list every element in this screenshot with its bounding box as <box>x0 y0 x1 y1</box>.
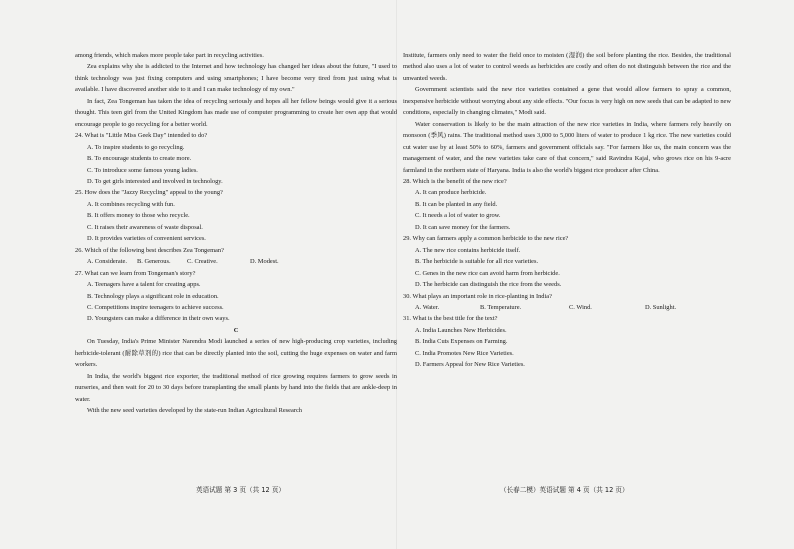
question-stem: 30. What plays an important role in rice-planting in India? <box>403 292 552 300</box>
question-29 <box>403 233 731 290</box>
question-stem: 28. Which is the benefit of the new rice? <box>403 177 507 185</box>
question-24 <box>75 130 397 187</box>
option: D. To get girls interested and involved in technology. <box>87 177 223 185</box>
option: C. Genes in the new rice can avoid harm from herbicide. <box>415 269 560 277</box>
options-row <box>403 302 731 313</box>
option: C. Competitions inspire teenagers to achieve success. <box>87 303 224 311</box>
paragraph: among friends, which makes more people take part in recycling activities. <box>75 52 264 59</box>
question-stem: 27. What can we learn from Tongeman's story? <box>75 269 196 277</box>
left-page <box>75 50 397 417</box>
option: B. India Cuts Expenses on Farming. <box>415 338 508 346</box>
option: B. To encourage students to create more. <box>87 155 192 163</box>
question-27 <box>75 268 397 325</box>
option: B. Technology plays a significant role in education. <box>87 292 219 300</box>
option: A. To inspire students to go recycling. <box>87 143 185 151</box>
option: B. It can be planted in any field. <box>415 200 498 208</box>
question-25 <box>75 187 397 244</box>
options-row <box>75 256 397 267</box>
question-28 <box>403 176 731 233</box>
option: C. Wind. <box>569 303 592 311</box>
question-26 <box>75 245 397 268</box>
right-page <box>403 50 731 371</box>
paragraph: On Tuesday, India's Prime Minister Narendra Modi launched a series of new high-producing crop varieties, including herbicide-tolerant (耐除草剂的) rice that can be directly planted into the soil, cutting the huge expenses on water and farm workers. <box>75 338 397 369</box>
option: C. Creative. <box>187 258 218 266</box>
option: B. The herbicide is suitable for all rice varieties. <box>415 258 539 266</box>
option: A. It combines recycling with fun. <box>87 200 175 208</box>
option: D. Modest. <box>250 258 279 266</box>
option: A. Considerate. <box>87 258 127 266</box>
page-footer: （长春二模）英语试题 第 4 页（共 12 页） <box>500 486 629 494</box>
paragraph: Zea explains why she is addicted to the Internet and how technology has changed her ideas about the future, "I used to think technology was just fixing computers and using smartphones; I have become very tired from just using what is available. I have discovered another side to it and I can make technology of my own." <box>75 63 397 94</box>
option: A. It can produce herbicide. <box>415 189 487 197</box>
option: A. Teenagers have a talent for creating apps. <box>87 281 201 289</box>
option: C. It needs a lot of water to grow. <box>415 212 501 220</box>
option: B. It offers money to those who recycle. <box>87 212 190 220</box>
paragraph: Water conservation is likely to be the main attraction of the new rice varieties in India, where farmers rely heavily on monsoon (季风) rains. The traditional method uses 3,000 to 5,000 liters of water to produce 1 kg rice. The new varieties could cut water use by at least 50% to 60%, farmers and government officials say. "For farmers like us, the main concern was the management of water, and the new varieties take care of that concern," said Ravindra Kajal, who grows rice on his 9-acre farmland in the northern state of Haryana. India is also the world's biggest rice producer after China. <box>403 120 731 174</box>
option: D. The herbicide can distinguish the rice from the weeds. <box>415 281 562 289</box>
question-stem: 25. How does the "Jazzy Recycling" appeal to the young? <box>75 189 223 197</box>
option: B. Generous. <box>137 258 171 266</box>
question-stem: 24. What is "Little Miss Geek Day" intended to do? <box>75 132 208 140</box>
question-stem: 29. Why can farmers apply a common herbicide to the new rice? <box>403 235 569 243</box>
option: A. The new rice contains herbicide itself. <box>415 246 521 254</box>
option: D. Sunlight. <box>645 303 677 311</box>
question-31 <box>403 313 731 370</box>
option: D. Farmers Appeal for New Rice Varieties. <box>415 361 525 369</box>
paragraph: With the new seed varieties developed by the state-run Indian Agricultural Research <box>87 407 302 415</box>
option: C. It raises their awareness of waste disposal. <box>87 223 203 231</box>
question-stem: 26. Which of the following best describes Zea Tongeman? <box>75 246 224 254</box>
option: D. It provides varieties of convenient services. <box>87 235 206 243</box>
paragraph: Institute, farmers only need to water the field once to moisten (湿润) the soil before planting the rice. Besides, the traditional method also uses a lot of water to control weeds as herbicides are costly and often do not distinguish between the rice and the unwanted weeds. <box>403 52 731 82</box>
option: C. India Promotes New Rice Varieties. <box>415 349 514 357</box>
option: C. To introduce some famous young ladies. <box>87 166 198 174</box>
section-heading: C <box>233 326 239 334</box>
option: A. India Launches New Herbicides. <box>415 326 507 334</box>
paragraph: Government scientists said the new rice varieties contained a gene that would allow farmers to spray a common, inexpensive herbicide without worrying about any side effects. "Our focus is very high on new seeds that can be adapted to new conditions, especially in changing climates," Modi said. <box>403 86 731 117</box>
option: A. Water. <box>415 303 440 311</box>
option: B. Temperature. <box>480 303 522 311</box>
paragraph: In fact, Zea Tongeman has taken the idea of recycling seriously and hopes all her fellow beings would give it a serious thought. This teen girl from the United Kingdom has made use of computer programming to create her own app that would encourage people to go recycling for a better world. <box>75 97 397 128</box>
question-30 <box>403 291 731 314</box>
option: D. Youngsters can make a difference in their own ways. <box>87 315 230 323</box>
paragraph: In India, the world's biggest rice exporter, the traditional method of rice growing requires farmers to grow seeds in nurseries, and then wait for 20 to 30 days before transplanting the small plants by hand into the fields that are ankle-deep in water. <box>75 372 397 403</box>
page-footer: 英语试题 第 3 页（共 12 页） <box>196 486 286 494</box>
question-stem: 31. What is the best title for the text? <box>403 315 498 323</box>
option: D. It can save money for the farmers. <box>415 223 511 231</box>
